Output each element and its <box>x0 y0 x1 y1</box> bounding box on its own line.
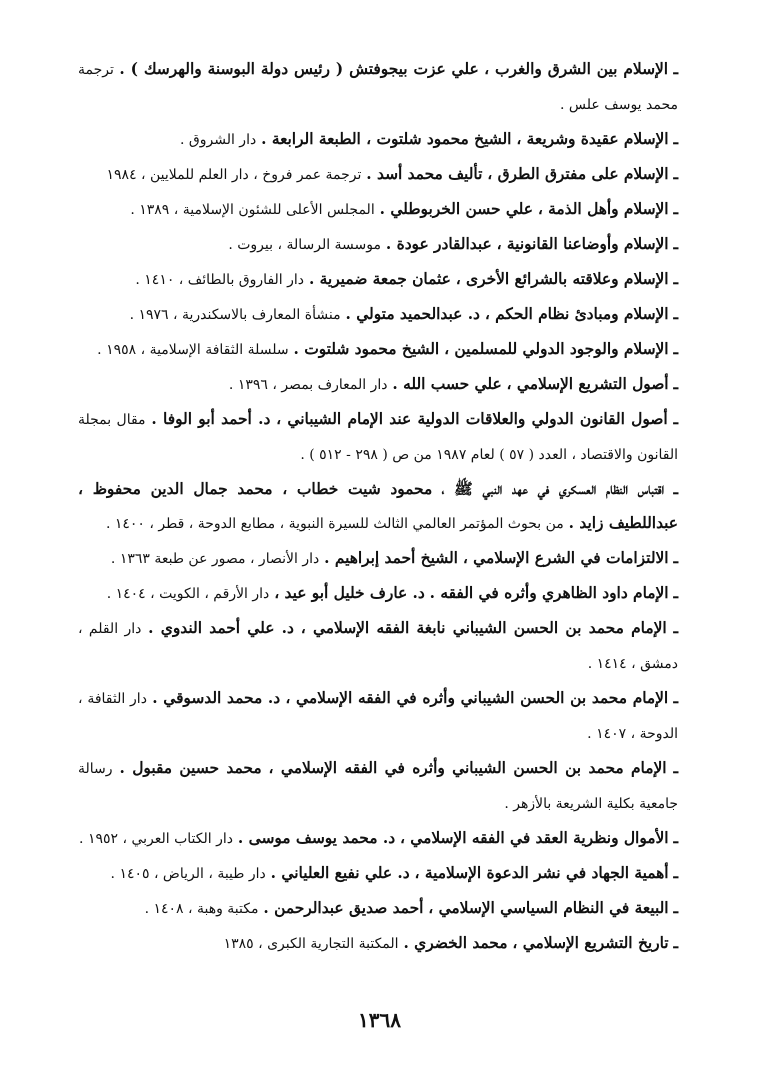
entry-dash: ـ <box>673 759 678 777</box>
bibliography-entry <box>78 856 678 891</box>
bibliography-entry <box>78 541 678 576</box>
bibliography-entry <box>78 891 678 926</box>
entry-title: الإسلام عقيدة وشريعة ، <box>516 130 669 148</box>
entry-dash: ـ <box>673 934 678 952</box>
entry-author: د. عبدالحميد متولي . <box>345 305 480 323</box>
entry-dash: ـ <box>673 235 678 253</box>
entry-author: د. عارف خليل أبو عيد ، <box>274 584 425 602</box>
bibliography-list <box>78 52 678 961</box>
bibliography-entry <box>78 227 678 262</box>
entry-publisher: دار الأرقم ، الكويت ، ١٤٠٤ . <box>106 586 270 602</box>
entry-title: الالتزامات في الشرع الإسلامي ، <box>462 549 669 567</box>
entry-publisher: منشأة المعارف بالاسكندرية ، ١٩٧٦ . <box>129 307 341 323</box>
entry-publisher: مكتبة وهبة ، ١٤٠٨ . <box>144 901 259 917</box>
entry-dash: ـ <box>673 480 678 498</box>
bibliography-entry <box>78 402 678 472</box>
entry-author: علي حسب الله . <box>392 375 502 393</box>
page-number: ١٣٦٨ <box>358 1008 401 1032</box>
entry-author: عبدالقادر عودة . <box>385 235 492 253</box>
entry-dash: ـ <box>673 410 678 428</box>
entry-dash: ـ <box>673 619 679 637</box>
entry-publisher: دار الأنصار ، مصور عن طبعة ١٣٦٣ . <box>110 551 320 567</box>
entry-publisher: دار المعارف بمصر ، ١٣٩٦ . <box>228 377 388 393</box>
entry-title: الأموال ونظرية العقد في الفقه الإسلامي ، <box>399 829 669 847</box>
entry-author: عثمان جمعة ضميرية . <box>308 270 451 288</box>
entry-author: د. محمد الدسوقي . <box>152 689 281 707</box>
entry-dash: ـ <box>673 305 678 323</box>
entry-title: اقتباس النظام العسكري في عهد النبي ﷺ ، <box>441 480 665 498</box>
entry-title: الإسلام وعلاقته بالشرائع الأخرى ، <box>455 270 669 288</box>
entry-publisher: دار الشروق . <box>179 132 257 148</box>
entry-publisher: دار الكتاب العربي ، ١٩٥٢ . <box>79 831 233 847</box>
entry-title: الإسلام على مفترق الطرق ، <box>487 165 669 183</box>
entry-author: علي حسن الخربوطلي . <box>379 200 533 218</box>
entry-author: الشيخ أحمد إبراهيم . <box>324 549 458 567</box>
entry-title: الإسلام وأوضاعنا القانونية ، <box>496 235 669 253</box>
entry-dash: ـ <box>673 200 678 218</box>
entry-publisher: المكتبة التجارية الكبرى ، ١٣٨٥ <box>223 936 399 952</box>
entry-title: تاريخ التشريع الإسلامي ، <box>512 934 669 952</box>
entry-author: د. علي أحمد الندوي . <box>148 619 294 637</box>
bibliography-entry <box>78 52 678 122</box>
bibliography-entry <box>78 472 678 541</box>
bibliography-entry <box>78 262 678 297</box>
bibliography-entry <box>78 751 678 821</box>
entry-dash: ـ <box>673 689 678 707</box>
entry-author: د. علي نفيع العلياني . <box>270 864 410 882</box>
entry-title: أصول التشريع الإسلامي ، <box>506 375 669 393</box>
entry-dash: ـ <box>673 829 678 847</box>
entry-author: أحمد صديق عبدالرحمن . <box>263 899 424 917</box>
bibliography-entry <box>78 576 678 611</box>
entry-title: الإمام محمد بن الحسن الشيباني نابغة الفقه الإسلامي ، <box>300 619 667 637</box>
entry-author: محمد الخضري . <box>403 934 508 952</box>
entry-dash: ـ <box>673 165 678 183</box>
bibliography-entry <box>78 122 678 157</box>
entry-title: الإمام محمد بن الحسن الشيباني وأثره في الفقه الإسلامي ، <box>268 759 667 777</box>
entry-dash: ـ <box>673 864 678 882</box>
entry-publisher: دار القلم ، دمشق ، ١٤١٤ . <box>78 621 678 672</box>
entry-title: الإسلام والوجود الدولي للمسلمين ، <box>444 340 669 358</box>
entry-title: الإسلام بين الشرق والغرب ، <box>484 60 669 78</box>
entry-publisher: موسسة الرسالة ، بيروت . <box>228 237 382 253</box>
entry-title: البيعة في النظام السياسي الإسلامي ، <box>428 899 669 917</box>
entry-dash: ـ <box>673 584 678 602</box>
entry-author: علي عزت بيجوفتش ( رئيس دولة البوسنة والهرسك ) . <box>119 60 479 78</box>
entry-author: الشيخ محمود شلتوت . <box>293 340 440 358</box>
bibliography-entry <box>78 157 678 192</box>
entry-publisher: سلسلة الثقافة الإسلامية ، ١٩٥٨ . <box>97 342 289 358</box>
bibliography-entry <box>78 926 678 961</box>
entry-author: محمد حسين مقبول . <box>119 759 262 777</box>
entry-author: تأليف محمد أسد . <box>366 165 483 183</box>
bibliography-entry <box>78 821 678 856</box>
entry-dash: ـ <box>673 60 679 78</box>
entry-dash: ـ <box>673 130 678 148</box>
entry-author: محمود شيت خطاب ، محمد جمال الدين محفوظ ، عبداللطيف زايد . <box>78 480 678 532</box>
entry-title: الإمام محمد بن الحسن الشيباني وأثره في الفقه الإسلامي ، <box>285 689 669 707</box>
entry-publisher: مقال بمجلة القانون والاقتصاد ، العدد ( ٥٧ ) لعام ١٩٨٧ من ص ( ٢٩٨ - ٥١٢ ) . <box>78 412 678 463</box>
entry-dash: ـ <box>673 549 678 567</box>
entry-dash: ـ <box>673 340 678 358</box>
entry-dash: ـ <box>673 375 678 393</box>
bibliography-entry <box>78 367 678 402</box>
entry-title: أصول القانون الدولي والعلاقات الدولية عند الإمام الشيباني ، <box>276 410 668 428</box>
entry-publisher: المجلس الأعلى للشئون الإسلامية ، ١٣٨٩ . <box>130 202 375 218</box>
entry-author: الشيخ محمود شلتوت ، الطبعة الرابعة . <box>261 130 512 148</box>
entry-title: الإسلام وأهل الذمة ، <box>537 200 669 218</box>
bibliography-entry <box>78 681 678 751</box>
entry-publisher: دار الثقافة ، الدوحة ، ١٤٠٧ . <box>78 691 678 742</box>
entry-publisher: من بحوث المؤتمر العالمي الثالث للسيرة النبوية ، مطابع الدوحة ، قطر ، ١٤٠٠ . <box>105 516 564 532</box>
entry-dash: ـ <box>673 899 678 917</box>
entry-title: الإمام داود الظاهري وأثره في الفقه . <box>429 584 669 602</box>
bibliography-entry <box>78 611 678 681</box>
entry-publisher: دار الفاروق بالطائف ، ١٤١٠ . <box>135 272 305 288</box>
entry-publisher: دار طيبة ، الرياض ، ١٤٠٥ . <box>110 866 266 882</box>
entry-author: د. محمد يوسف موسى . <box>237 829 396 847</box>
entry-title: الإسلام ومبادئ نظام الحكم ، <box>484 305 669 323</box>
entry-publisher: ترجمة عمر فروخ ، دار العلم للملايين ، ١٩٨٤ <box>106 167 362 183</box>
entry-dash: ـ <box>673 270 678 288</box>
bibliography-entry <box>78 297 678 332</box>
entry-author: د. أحمد أبو الوفا . <box>151 410 271 428</box>
bibliography-entry <box>78 332 678 367</box>
bibliography-entry <box>78 192 678 227</box>
entry-publisher: ترجمة محمد يوسف علس . <box>78 62 678 113</box>
entry-title: أهمية الجهاد في نشر الدعوة الإسلامية ، <box>414 864 669 882</box>
entry-publisher: رسالة جامعية بكلية الشريعة بالأزهر . <box>78 761 678 812</box>
